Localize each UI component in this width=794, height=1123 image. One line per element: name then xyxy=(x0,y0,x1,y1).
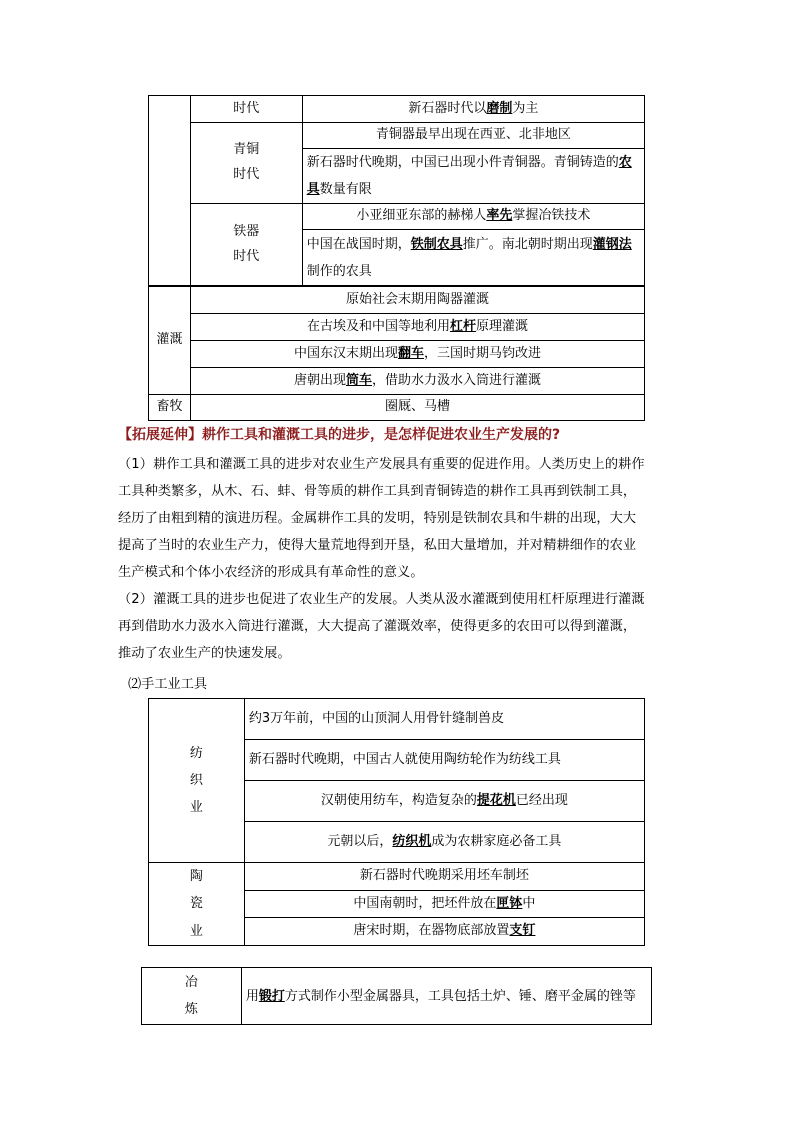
irrigation-item-3: 中国东汉末期出现翻车，三国时期马钧改进 xyxy=(190,341,644,368)
extension-heading xyxy=(118,424,560,444)
extension-tag: 【拓展延伸】 xyxy=(118,427,202,443)
iron-item-2: 中国在战国时期，铁制农具推广。南北朝时期出现灌钢法制作的农具 xyxy=(302,230,644,286)
extension-paragraph-1: （1）耕作工具和灌溉工具的进步对农业生产发展具有重要的促进作用。人类历史上的耕作工具种类繁多，从木、石、蚌、骨等质的耕作工具到青铜铸造的耕作工具再到铁制工具，经历了由粗到精的演进历程。金属耕作工具的发明，特别是铁制农具和牛耕的出现，大大提高了当时的农业生产力，使得大量荒地得到开垦，私田大量增加，并对精耕细作的农业生产模式和个体小农经济的形成具有革命性的意义。 xyxy=(118,457,645,580)
category-cell-blank xyxy=(149,96,191,286)
livestock-label: 畜牧 xyxy=(149,395,191,421)
irrigation-label: 灌溉 xyxy=(149,287,191,395)
textile-item-4: 元朝以后，纺织机成为农耕家庭必备工具 xyxy=(244,822,644,863)
handicraft-title: ⑵手工业工具 xyxy=(128,677,208,692)
handicraft-table xyxy=(148,698,645,946)
iron-item-1: 小亚细亚东部的赫梯人率先掌握冶铁技术 xyxy=(302,204,644,230)
ceramic-item-3: 唐宋时期，在器物底部放置支钉 xyxy=(244,918,644,946)
ceramic-item-2: 中国南朝时，把坯件放在匣钵中 xyxy=(244,890,644,918)
era-label-stone: 时代 xyxy=(190,96,302,123)
stone-age-text: 新石器时代以磨制为主 xyxy=(302,96,644,123)
livestock-text: 圈厩、马槽 xyxy=(190,395,644,421)
extension-paragraph-2: （2）灌溉工具的进步也促进了农业生产的发展。人类从汲水灌溉到使用杠杆原理进行灌溉再到借助水力汲水入筒进行灌溉，大大提高了灌溉效率，使得更多的农田可以得到灌溉，推动了农业生产的快速发展。 xyxy=(118,592,645,661)
ceramic-item-1: 新石器时代晚期采用坯车制坯 xyxy=(244,863,644,891)
smelting-table xyxy=(141,967,652,1025)
textile-item-2: 新石器时代晚期，中国古人就使用陶纺轮作为纺线工具 xyxy=(244,740,644,781)
smelting-text: 用锻打方式制作小型金属器具，工具包括土炉、锤、磨平金属的锉等 xyxy=(241,968,651,1025)
textile-label: 纺 织 业 xyxy=(149,699,245,863)
smelting-label: 冶 炼 xyxy=(142,968,242,1025)
ceramic-label: 陶 瓷 业 xyxy=(149,863,245,946)
textile-item-3: 汉朝使用纺车，构造复杂的提花机已经出现 xyxy=(244,781,644,822)
irrigation-item-2: 在古埃及和中国等地利用杠杆原理灌溉 xyxy=(190,314,644,341)
extension-question: 耕作工具和灌溉工具的进步，是怎样促进农业生产发展的? xyxy=(202,427,561,443)
bronze-item-1: 青铜器最早出现在西亚、北非地区 xyxy=(302,123,644,149)
agri-tools-table xyxy=(148,95,645,286)
irrigation-table xyxy=(148,286,645,421)
irrigation-item-4: 唐朝出现筒车，借助水力汲水入筒进行灌溉 xyxy=(190,368,644,395)
era-label-bronze: 青铜 时代 xyxy=(190,123,302,204)
era-label-iron: 铁器 时代 xyxy=(190,204,302,286)
textile-item-1: 约3万年前，中国的山顶洞人用骨针缝制兽皮 xyxy=(244,699,644,740)
irrigation-item-1: 原始社会末期用陶器灌溉 xyxy=(190,287,644,314)
bronze-item-2: 新石器时代晚期，中国已出现小件青铜器。青铜铸造的农具数量有限 xyxy=(302,149,644,204)
